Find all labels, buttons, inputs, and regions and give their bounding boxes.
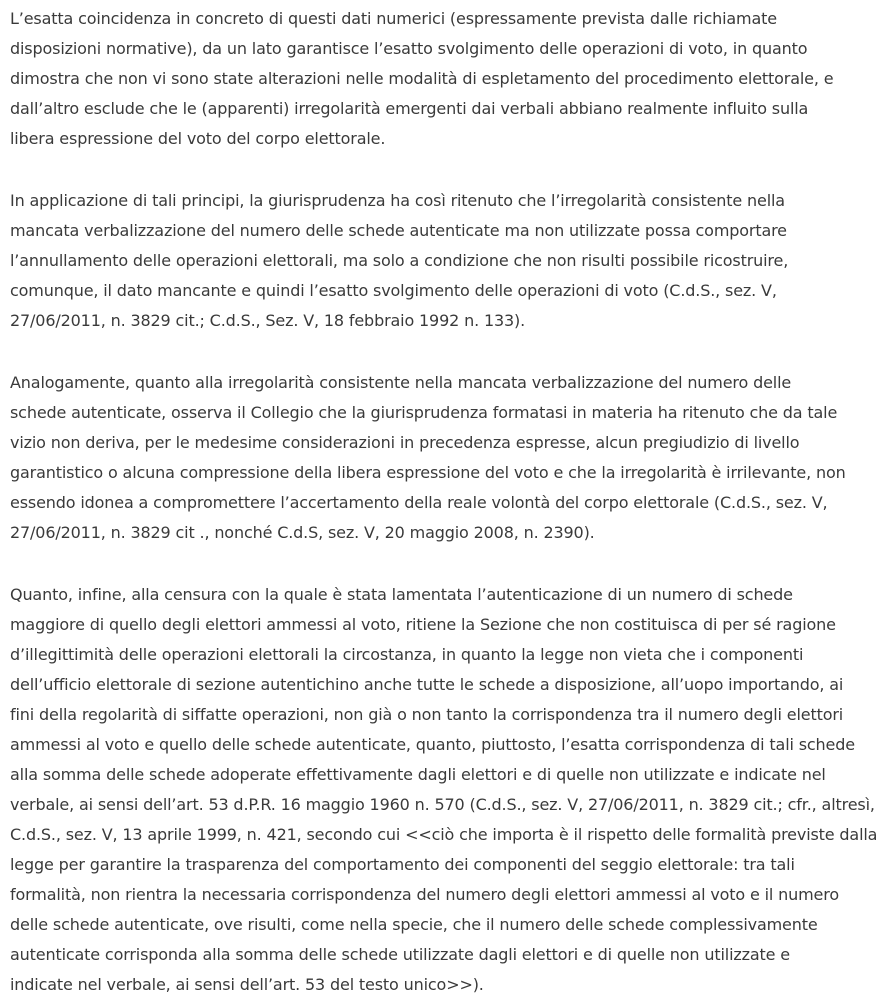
text-line: formalità, non rientra la necessaria corrispondenza del numero degli elettori ammessi al voto e il numero <box>10 885 839 904</box>
text-line: libera espressione del voto del corpo elettorale. <box>10 129 386 148</box>
text-line: fini della regolarità di siffatte operazioni, non già o non tanto la corrispondenza tra il numero degli elettori <box>10 705 844 724</box>
paragraph-2 <box>10 186 881 336</box>
paragraph-1 <box>10 4 881 154</box>
text-line: mancata verbalizzazione del numero delle schede autenticate ma non utilizzate possa comportare <box>10 221 787 240</box>
text-line: verbale, ai sensi dell’art. 53 d.P.R. 16 maggio 1960 n. 570 (C.d.S., sez. V, 27/06/2011, n. 3829 cit.; cfr., altresì, <box>10 795 875 814</box>
text-line: legge per garantire la trasparenza del comportamento dei componenti del seggio elettorale: tra tali <box>10 855 795 874</box>
text-line: Analogamente, quanto alla irregolarità consistente nella mancata verbalizzazione del numero delle <box>10 373 792 392</box>
text-line: autenticate corrisponda alla somma delle schede utilizzate dagli elettori e di quelle non utilizzate e <box>10 945 790 964</box>
text-line: alla somma delle schede adoperate effettivamente dagli elettori e di quelle non utilizzate e indicate nel <box>10 765 826 784</box>
text-line: 27/06/2011, n. 3829 cit ., nonché C.d.S, sez. V, 20 maggio 2008, n. 2390). <box>10 523 595 542</box>
text-line: l’annullamento delle operazioni elettorali, ma solo a condizione che non risulti possibile ricostruire, <box>10 251 789 270</box>
text-line: indicate nel verbale, ai sensi dell’art. 53 del testo unico>>). <box>10 975 484 994</box>
text-line: maggiore di quello degli elettori ammessi al voto, ritiene la Sezione che non costituisca di per sé ragione <box>10 615 836 634</box>
text-line: schede autenticate, osserva il Collegio che la giurisprudenza formatasi in materia ha ritenuto che da tale <box>10 403 838 422</box>
text-line: delle schede autenticate, ove risulti, come nella specie, che il numero delle schede complessivamente <box>10 915 818 934</box>
text-line: dimostra che non vi sono state alterazioni nelle modalità di espletamento del procedimento elettorale, e <box>10 69 834 88</box>
paragraph-4 <box>10 580 881 1000</box>
text-line: disposizioni normative), da un lato garantisce l’esatto svolgimento delle operazioni di voto, in quanto <box>10 39 808 58</box>
text-line: Quanto, infine, alla censura con la quale è stata lamentata l’autenticazione di un numero di schede <box>10 585 793 604</box>
text-line: C.d.S., sez. V, 13 aprile 1999, n. 421, secondo cui <<ciò che importa è il rispetto delle formalità previste dalla <box>10 825 878 844</box>
text-line: comunque, il dato mancante e quindi l’esatto svolgimento delle operazioni di voto (C.d.S., sez. V, <box>10 281 777 300</box>
text-line: 27/06/2011, n. 3829 cit.; C.d.S., Sez. V, 18 febbraio 1992 n. 133). <box>10 311 526 330</box>
text-line: garantistico o alcuna compressione della libera espressione del voto e che la irregolarità è irrilevante, non <box>10 463 846 482</box>
text-line: essendo idonea a compromettere l’accertamento della reale volontà del corpo elettorale (C.d.S., sez. V, <box>10 493 828 512</box>
text-line: vizio non deriva, per le medesime considerazioni in precedenza espresse, alcun pregiudizio di livello <box>10 433 800 452</box>
text-line: In applicazione di tali principi, la giurisprudenza ha così ritenuto che l’irregolarità consistente nella <box>10 191 785 210</box>
text-line: dall’altro esclude che le (apparenti) irregolarità emergenti dai verbali abbiano realmente influito sulla <box>10 99 809 118</box>
text-line: L’esatta coincidenza in concreto di questi dati numerici (espressamente prevista dalle richiamate <box>10 9 777 28</box>
text-line: ammessi al voto e quello delle schede autenticate, quanto, piuttosto, l’esatta corrispondenza di tali schede <box>10 735 855 754</box>
text-line: dell’ufficio elettorale di sezione autentichino anche tutte le schede a disposizione, all’uopo importando, ai <box>10 675 844 694</box>
text-line: d’illegittimità delle operazioni elettorali la circostanza, in quanto la legge non vieta che i componenti <box>10 645 804 664</box>
paragraph-3 <box>10 368 881 548</box>
